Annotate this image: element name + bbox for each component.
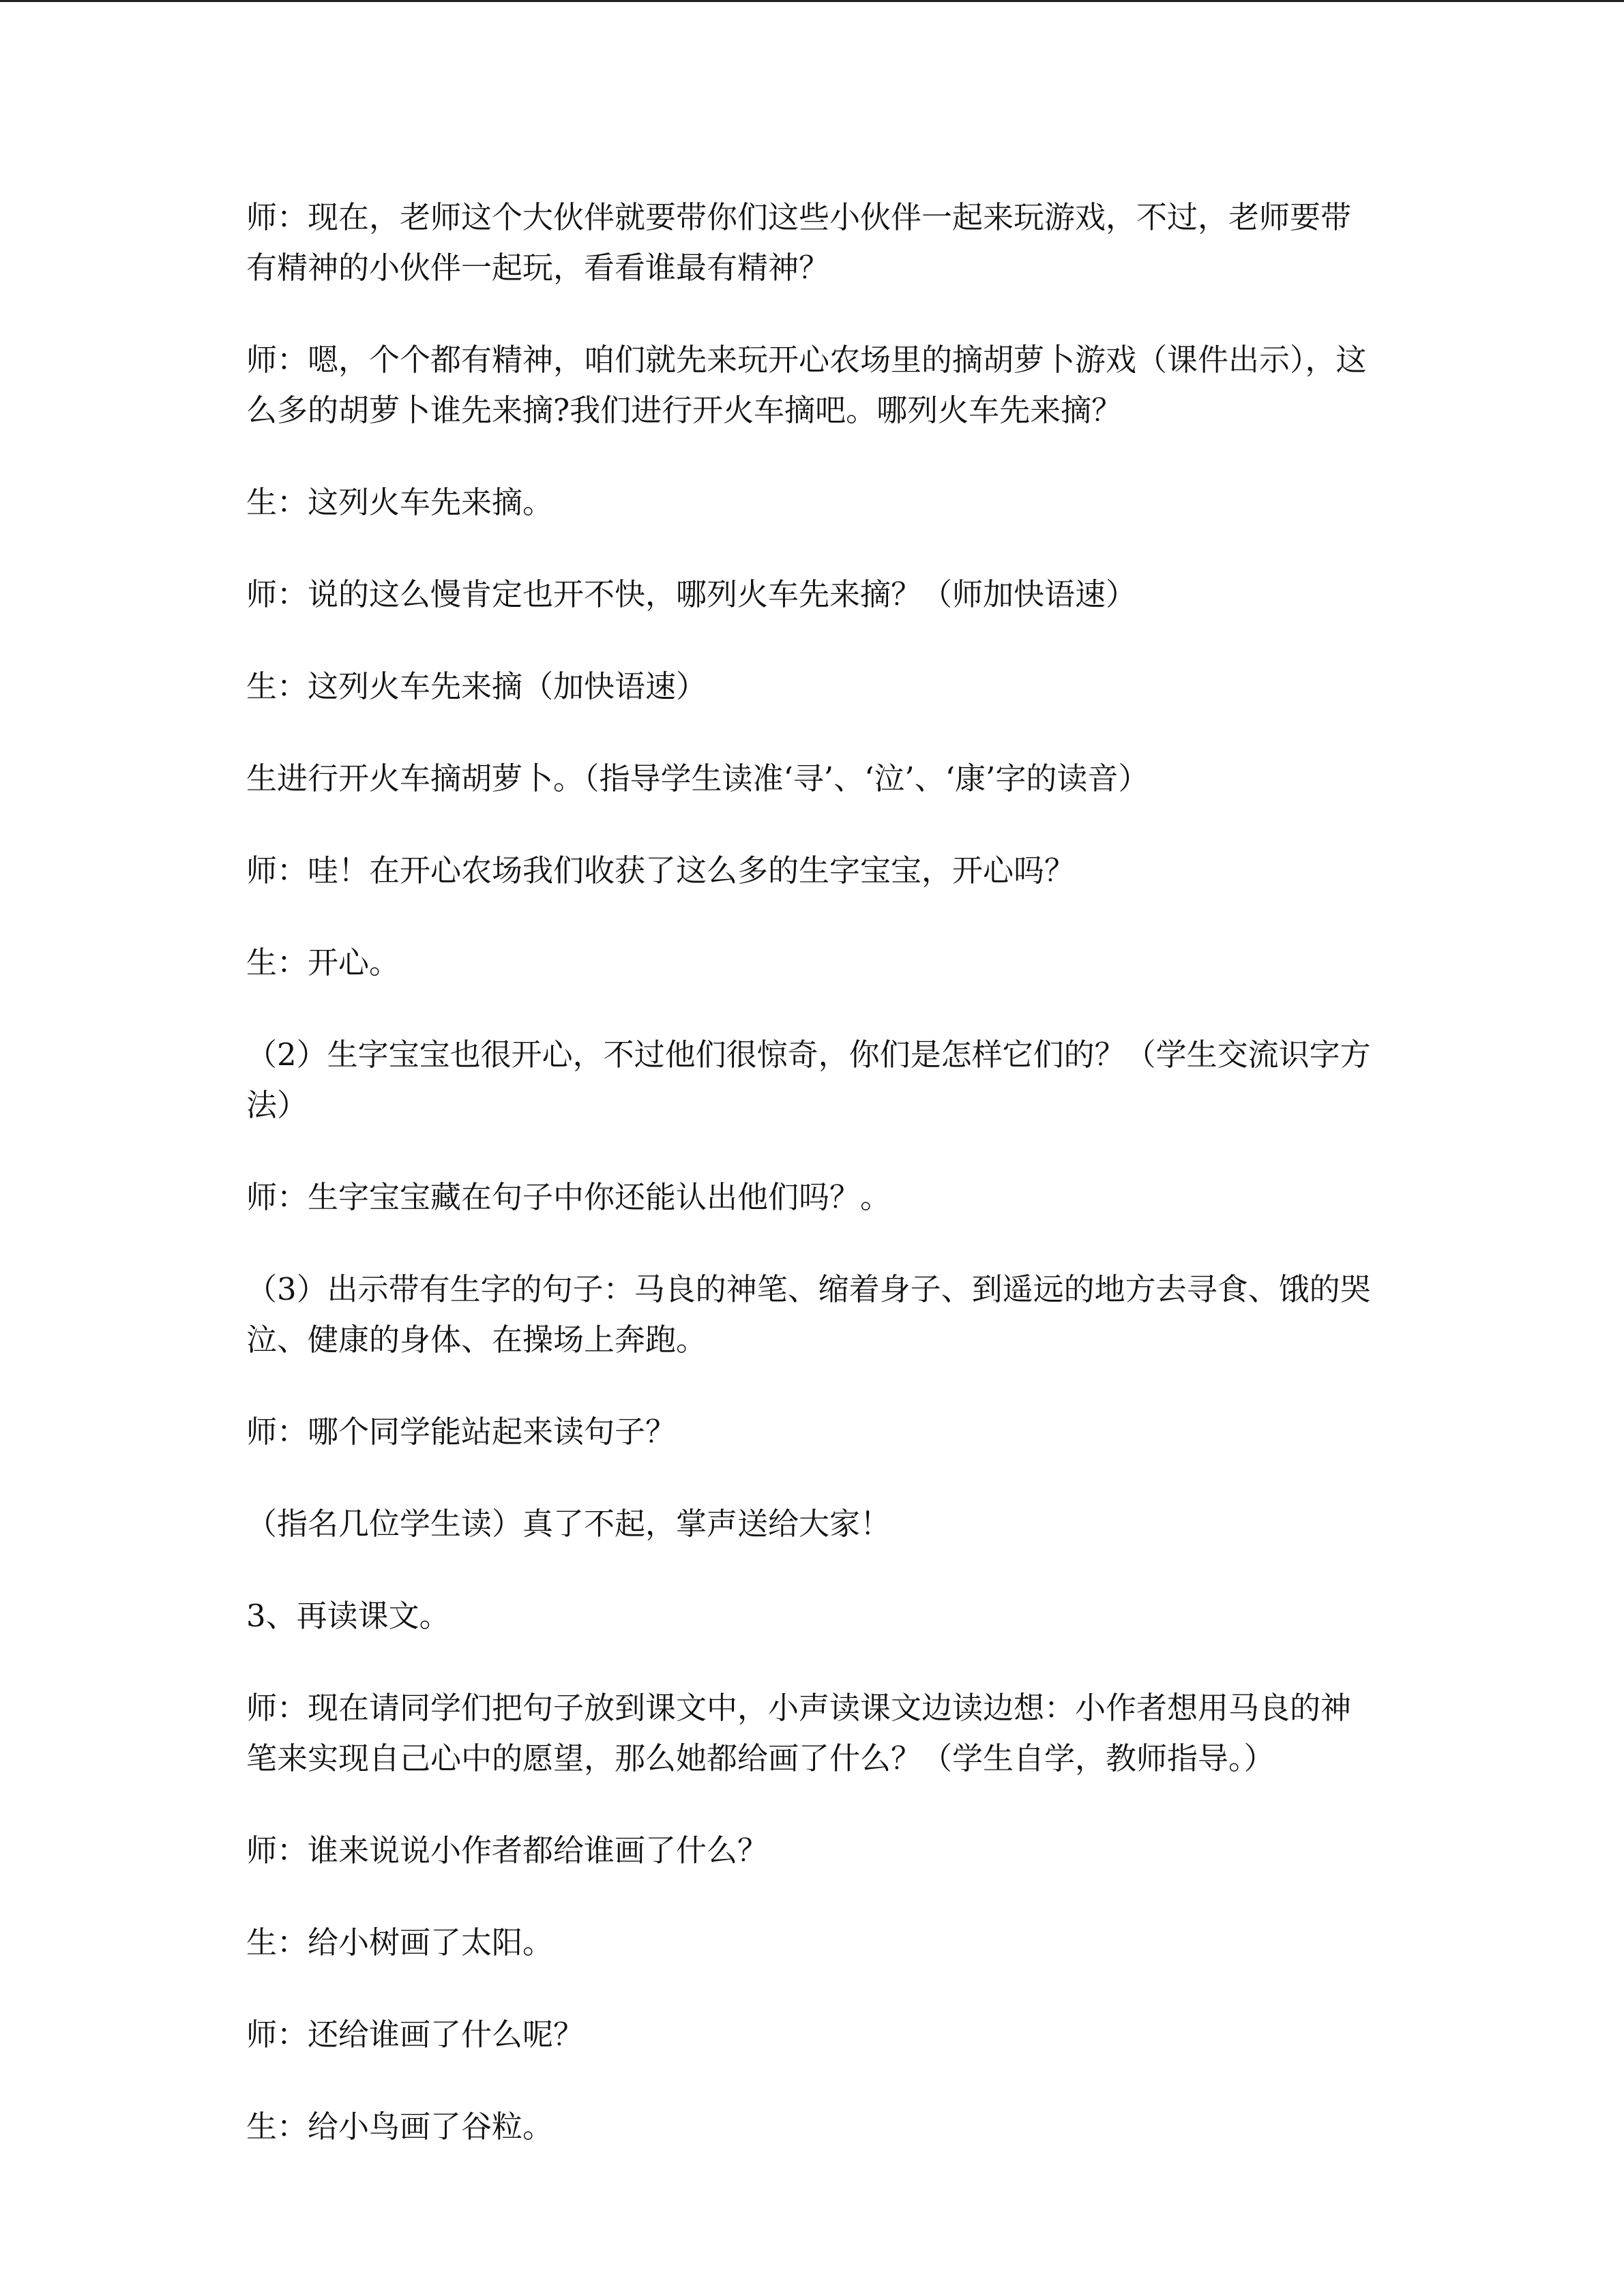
paragraph: 生：给小树画了太阳。 [246,1924,554,1960]
paragraph: （3）出示带有生字的句子：马良的神笔、缩着身子、到遥远的地方去寻食、饿的哭泣、健康的身体、在操场上奔跑。 [246,1271,1371,1358]
document-body [246,192,1378,2194]
paragraph: 生：开心。 [246,944,400,981]
page-top-border [0,0,1624,2]
paragraph: 生：这列火车先来摘。 [246,484,554,520]
paragraph: （指名几位学生读）真了不起，掌声送给大家！ [246,1506,891,1542]
paragraph: 师：哇！在开心农场我们收获了这么多的生字宝宝，开心吗？ [246,852,1076,889]
paragraph: 3、再读课文。 [246,1598,450,1634]
paragraph: 生进行开火车摘胡萝卜。（指导学生读准‘寻’、‘泣’、‘康’字的读音） [246,760,1149,796]
paragraph: 生：这列火车先来摘（加快语速） [246,668,707,704]
paragraph: 师：现在，老师这个大伙伴就要带你们这些小伙伴一起来玩游戏，不过，老师要带有精神的小伙伴一起玩，看看谁最有精神？ [246,199,1352,286]
paragraph: 师：说的这么慢肯定也开不快，哪列火车先来摘？（师加快语速） [246,576,1137,612]
paragraph: 师：现在请同学们把句子放到课文中，小声读课文边读边想：小作者想用马良的神笔来实现自己心中的愿望，那么她都给画了什么？（学生自学，教师指导。） [246,1690,1352,1776]
paragraph: 师：谁来说说小作者都给谁画了什么？ [246,1832,769,1868]
paragraph: 师：还给谁画了什么呢？ [246,2016,585,2053]
paragraph: 生：给小鸟画了谷粒。 [246,2108,554,2145]
paragraph: 师：嗯，个个都有精神，咱们就先来玩开心农场里的摘胡萝卜游戏（课件出示），这么多的胡萝卜谁先来摘?我们进行开火车摘吧。哪列火车先来摘？ [246,342,1367,428]
paragraph: （2）生字宝宝也很开心，不过他们很惊奇，你们是怎样它们的？（学生交流识字方法） [246,1037,1371,1123]
paragraph: 师：哪个同学能站起来读句子？ [246,1414,677,1450]
paragraph: 师：生字宝宝藏在句子中你还能认出他们吗？。 [246,1179,891,1215]
